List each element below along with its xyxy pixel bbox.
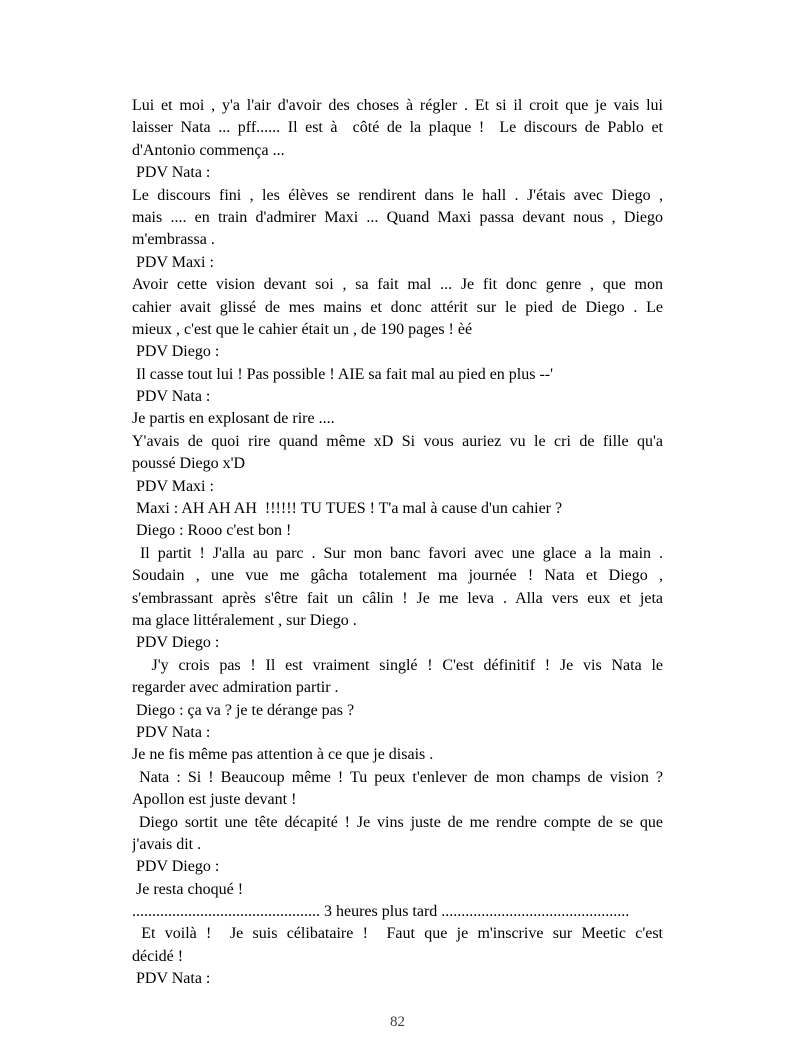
- text-line: Lui et moi , y'a l'air d'avoir des choses à régler . Et si il croit que je vais lui: [132, 97, 663, 114]
- text-line: Apollon est juste devant !: [132, 791, 297, 809]
- text-line: Le discours fini , les élèves se rendirent dans le hall . J'étais avec Diego ,: [132, 186, 663, 204]
- text-line: j'avais dit .: [132, 835, 202, 853]
- text-line: regarder avec admiration partir .: [132, 679, 339, 697]
- text-line: Il partit ! J'alla au parc . Sur mon banc favori avec une glace a la main .: [132, 544, 663, 562]
- text-line: Je resta choqué !: [132, 880, 244, 898]
- text-line: PDV Diego :: [132, 858, 220, 876]
- text-line: ma glace littéralement , sur Diego .: [132, 611, 357, 629]
- text-line: mais .... en train d'admirer Maxi ... Quand Maxi passa devant nous , Diego: [132, 208, 663, 226]
- text-line: décidé !: [132, 947, 184, 965]
- text-line: Soudain , une vue me gâcha totalement ma journée ! Nata et Diego ,: [132, 567, 663, 585]
- text-line: laisser Nata ... pff...... Il est à côté de la plaque ! Le discours de Pablo et: [132, 119, 663, 137]
- text-line: cahier avait glissé de mes mains et donc attérit sur le pied de Diego . Le: [132, 298, 663, 316]
- text-line: PDV Nata :: [132, 388, 211, 406]
- text-line: Il casse tout lui ! Pas possible ! AIE sa fait mal au pied en plus --': [132, 365, 554, 383]
- text-line: Je partis en explosant de rire ....: [132, 410, 335, 428]
- text-line: Et voilà ! Je suis célibataire ! Faut que je m'inscrive sur Meetic c'est: [132, 925, 663, 943]
- text-line: PDV Maxi :: [132, 477, 214, 495]
- text-line: PDV Nata :: [132, 970, 211, 988]
- text-line: Diego : Rooo c'est bon !: [132, 522, 292, 540]
- text-line: d'Antonio commença ...: [132, 141, 285, 159]
- page-number: 82: [390, 1014, 405, 1030]
- document-text: [132, 95, 663, 991]
- text-line: J'y crois pas ! Il est vraiment singlé ! C'est définitif ! Je vis Nata le: [132, 656, 663, 674]
- text-line: Diego : ça va ? je te dérange pas ?: [132, 701, 355, 719]
- text-line: m'embrassa .: [132, 231, 215, 249]
- text-line: poussé Diego x'D: [132, 455, 246, 473]
- text-line: PDV Diego :: [132, 634, 220, 652]
- text-line: s'embrassant après s'être fait un câlin ! Je me leva . Alla vers eux et jeta: [132, 589, 663, 607]
- text-line: PDV Nata :: [132, 723, 211, 741]
- text-line: Je ne fis même pas attention à ce que je disais .: [132, 746, 434, 764]
- text-line: PDV Nata :: [132, 164, 211, 182]
- text-line: PDV Diego :: [132, 343, 220, 361]
- text-line: Y'avais de quoi rire quand même xD Si vous auriez vu le cri de fille qu'a: [132, 432, 663, 450]
- text-line: Avoir cette vision devant soi , sa fait mal ... Je fit donc genre , que mon: [132, 276, 663, 294]
- text-line: Diego sortit une tête décapité ! Je vins juste de me rendre compte de se que: [132, 813, 663, 831]
- text-line: ............................................... 3 heures plus tard ...............................................: [132, 903, 630, 921]
- text-line: Maxi : AH AH AH !!!!!! TU TUES ! T'a mal à cause d'un cahier ?: [132, 500, 563, 518]
- text-line: Nata : Si ! Beaucoup même ! Tu peux t'enlever de mon champs de vision ?: [132, 768, 663, 786]
- text-line: mieux , c'est que le cahier était un , de 190 pages ! èé: [132, 320, 473, 338]
- text-line: PDV Maxi :: [132, 253, 214, 271]
